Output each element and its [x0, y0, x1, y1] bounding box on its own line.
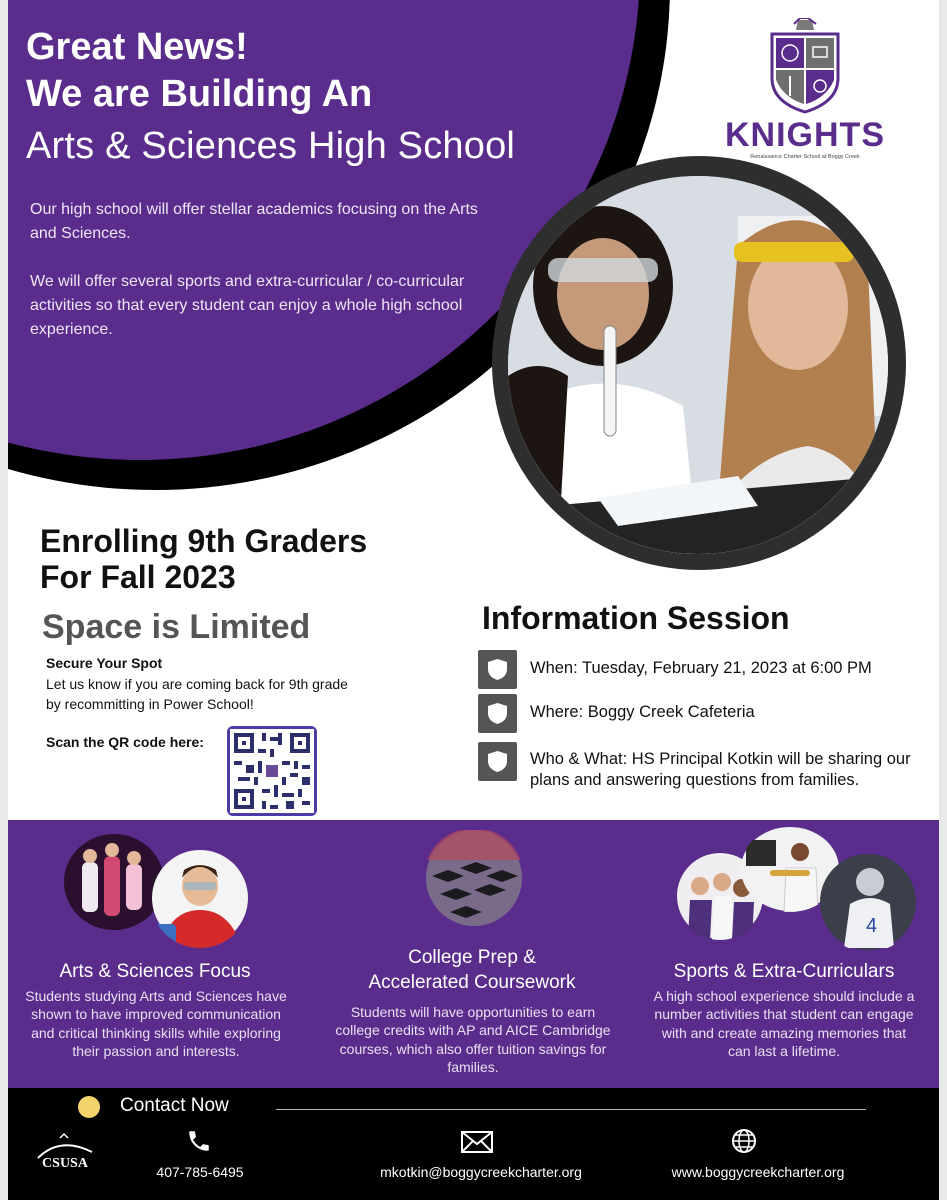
- hero-description: [30, 198, 500, 342]
- theater-photo: [62, 832, 166, 932]
- enrollment-headline: [40, 524, 367, 596]
- csusa-wordmark: CSUSA: [42, 1156, 88, 1171]
- secure-spot-body: Let us know if you are coming back for 9th grade by recommitting in Power School!: [46, 676, 348, 713]
- enrollment-headline-line-1: Enrolling 9th Graders: [40, 523, 368, 559]
- feature-sports-title: Sports & Extra-Curriculars: [673, 961, 895, 982]
- info-badge: [478, 742, 517, 781]
- qr-scan-label: Scan the QR code here:: [46, 734, 204, 750]
- qr-code[interactable]: [227, 726, 317, 816]
- shield-icon: [487, 750, 508, 773]
- feature-college-title-line-2: Accelerated Coursework: [368, 971, 576, 993]
- bullet-dot-icon: [78, 1096, 100, 1118]
- hero-paragraph-2: We will offer several sports and extra-curricular / co-curricular activities so that every student can enjoy a whole high school experience.: [30, 273, 465, 338]
- contact-website[interactable]: www.boggycreekcharter.org: [671, 1164, 845, 1180]
- enrollment-headline-line-2: For Fall 2023: [40, 558, 236, 595]
- graduation-photo: [424, 828, 524, 928]
- contact-divider: [276, 1109, 866, 1110]
- hero-title-line-2: We are Building An: [26, 72, 373, 115]
- secure-spot-title: Secure Your Spot: [46, 655, 163, 671]
- envelope-icon: [461, 1131, 493, 1153]
- contact-heading: Contact Now: [120, 1095, 229, 1116]
- shield-icon: [487, 702, 508, 725]
- space-limited-heading: Space is Limited: [42, 608, 311, 646]
- knights-logo: [700, 6, 910, 160]
- feature-arts-title: Arts & Sciences Focus: [59, 961, 251, 982]
- science-student-photo: [150, 848, 250, 948]
- svg-text:4: 4: [866, 915, 878, 937]
- info-item-text: Where: Boggy Creek Cafeteria: [530, 703, 755, 721]
- info-session-title: Information Session: [482, 600, 790, 636]
- hero-title: [26, 26, 515, 168]
- logo-subtitle: Renaissance Charter School at Boggy Creek: [750, 154, 860, 160]
- feature-arts-text: Students studying Arts and Sciences have shown to have improved communication and critical thinking skills while exploring their passion and interests.: [25, 988, 287, 1060]
- page-border-right: [939, 0, 947, 1200]
- hero-paragraph-1: Our high school will offer stellar academics focusing on the Arts and Sciences.: [30, 201, 478, 242]
- globe-icon: [731, 1128, 757, 1154]
- phone-icon: [186, 1128, 212, 1154]
- info-badge: [478, 694, 517, 733]
- knight-shield-icon: [768, 18, 842, 114]
- info-badge: [478, 650, 517, 689]
- students-lab-photo: [508, 176, 888, 554]
- feature-college-title-line-1: College Prep &: [408, 947, 536, 968]
- csusa-logo: [30, 1132, 100, 1186]
- logo-wordmark: KNIGHTS: [725, 116, 885, 154]
- contact-email[interactable]: mkotkin@boggycreekcharter.org: [380, 1164, 582, 1180]
- hero-title-line-1: Great News!: [26, 26, 248, 68]
- football-photo: [818, 852, 918, 952]
- contact-phone[interactable]: 407-785-6495: [156, 1164, 244, 1180]
- feature-college-title: [320, 946, 624, 995]
- info-item-text: Who & What: HS Principal Kotkin will be sharing our plans and answering questions from families.: [530, 750, 911, 789]
- feature-sports-text: A high school experience should include a number activities that student can engage with and create amazing memories that can last a lifetime.: [653, 988, 915, 1060]
- feature-college-text: Students will have opportunities to earn college credits with AP and AICE Cambridge courses, which also offer tuition savings for families.: [335, 1004, 611, 1076]
- page-border-left: [0, 0, 8, 1200]
- info-item-text: When: Tuesday, February 21, 2023 at 6:00 PM: [530, 659, 872, 677]
- hero-title-line-3: Arts & Sciences High School: [26, 125, 516, 168]
- shield-icon: [487, 658, 508, 681]
